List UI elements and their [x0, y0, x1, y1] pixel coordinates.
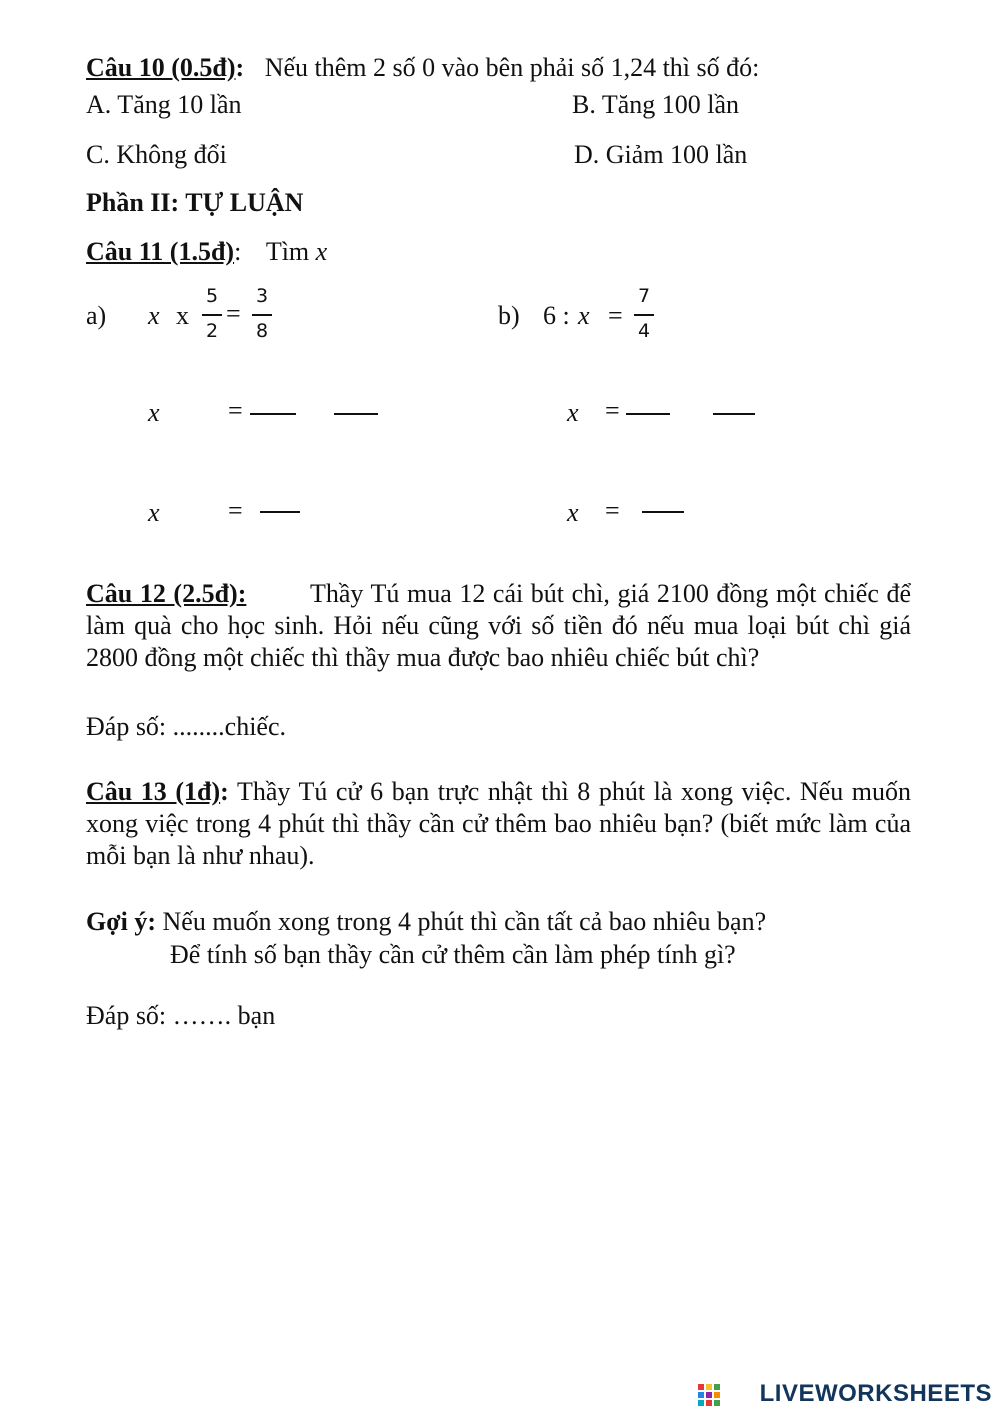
q13-paragraph	[86, 776, 911, 872]
q11a-work1-blank2[interactable]	[334, 413, 378, 415]
q10-title: Câu 10 (0.5đ)	[86, 53, 236, 82]
q11a-num1: 5	[205, 285, 219, 307]
liveworksheets-logo-icon	[698, 1384, 720, 1406]
q11b-eq: =	[608, 301, 623, 330]
q11b-var: x	[578, 301, 590, 330]
q13-hint-label: Gợi ý:	[86, 907, 157, 936]
q11b-work1-var: x	[567, 398, 579, 427]
q11a-bar1	[202, 314, 222, 316]
q11b-num: 7	[637, 285, 651, 307]
q11-line	[86, 237, 327, 267]
q11b-work2-var: x	[567, 498, 579, 527]
q11a-den2: 8	[255, 320, 269, 342]
q12-text: Thầy Tú mua 12 cái bút chì, giá 2100 đồng một chiếc để làm quà cho học sinh. Hỏi nếu cũng với số tiền đó nếu mua loại bút chì giá 2800 đồng một chiếc thì thầy mua được bao nhiêu chiếc bút chì?	[86, 579, 912, 672]
q13-answer[interactable]: Đáp số: ……. bạn	[86, 1001, 276, 1030]
q11a-num2: 3	[255, 285, 269, 307]
q11b-work1-eq: =	[605, 396, 620, 425]
q11a-work2-var: x	[148, 498, 160, 527]
q11a-work2-blank[interactable]	[260, 511, 300, 513]
q13-colon: :	[220, 777, 229, 806]
q11b-work2-blank[interactable]	[642, 511, 684, 513]
q11-text: Tìm	[265, 237, 310, 266]
q12-title: Câu 12 (2.5đ):	[86, 579, 247, 608]
q10-colon: :	[235, 53, 245, 82]
liveworksheets-logo[interactable]: LIVEWORKSHEETS	[759, 1380, 992, 1407]
q13-hint2: Để tính số bạn thầy cần cử thêm cần làm phép tính gì?	[170, 940, 736, 969]
q11a-work1-blank1[interactable]	[250, 413, 296, 415]
q10-option-b[interactable]: B. Tăng 100 lần	[572, 90, 740, 119]
q11a-den1: 2	[205, 320, 219, 342]
q11b-den: 4	[637, 320, 651, 342]
q13-title: Câu 13 (1đ)	[86, 777, 221, 806]
q11a-label: a)	[86, 301, 107, 330]
q12-answer[interactable]: Đáp số: ........chiếc.	[86, 712, 287, 741]
q11b-bar	[634, 314, 654, 316]
q11a-work1-var: x	[148, 398, 160, 427]
q10-option-a[interactable]: A. Tăng 10 lần	[86, 90, 242, 119]
q13-text: Thầy Tú cử 6 bạn trực nhật thì 8 phút là xong việc. Nếu muốn xong việc trong 4 phút thì thầy cần cử thêm bao nhiêu bạn? (biết mức làm của mỗi bạn là như nhau).	[86, 777, 912, 870]
q11b-work2-eq: =	[605, 496, 620, 525]
q11-colon: :	[234, 237, 242, 266]
q11a-eq: =	[226, 299, 241, 328]
q11b-expr: 6 :	[543, 301, 570, 330]
q11a-work1-eq: =	[228, 396, 243, 425]
q10-text: Nếu thêm 2 số 0 vào bên phải số 1,24 thì số đó:	[264, 53, 760, 82]
q11b-label: b)	[498, 301, 520, 330]
q11b-work1-blank2[interactable]	[713, 413, 755, 415]
q10-line	[86, 53, 759, 83]
q11a-var: x	[148, 301, 160, 330]
q11a-bar2	[252, 314, 272, 316]
part2-title: Phần II: TỰ LUẬN	[86, 188, 304, 217]
q11a-times: x	[176, 301, 189, 330]
q11-title: Câu 11 (1.5đ)	[86, 237, 235, 266]
q12-paragraph	[86, 578, 911, 674]
q13-hint1: Nếu muốn xong trong 4 phút thì cần tất cả bao nhiêu bạn?	[162, 907, 767, 936]
q10-option-d[interactable]: D. Giảm 100 lần	[574, 140, 748, 169]
q13-hint-line1	[86, 907, 766, 937]
q10-option-c[interactable]: C. Không đổi	[86, 140, 227, 169]
q11b-work1-blank1[interactable]	[626, 413, 670, 415]
q11-var: x	[315, 237, 328, 266]
q11a-work2-eq: =	[228, 496, 243, 525]
